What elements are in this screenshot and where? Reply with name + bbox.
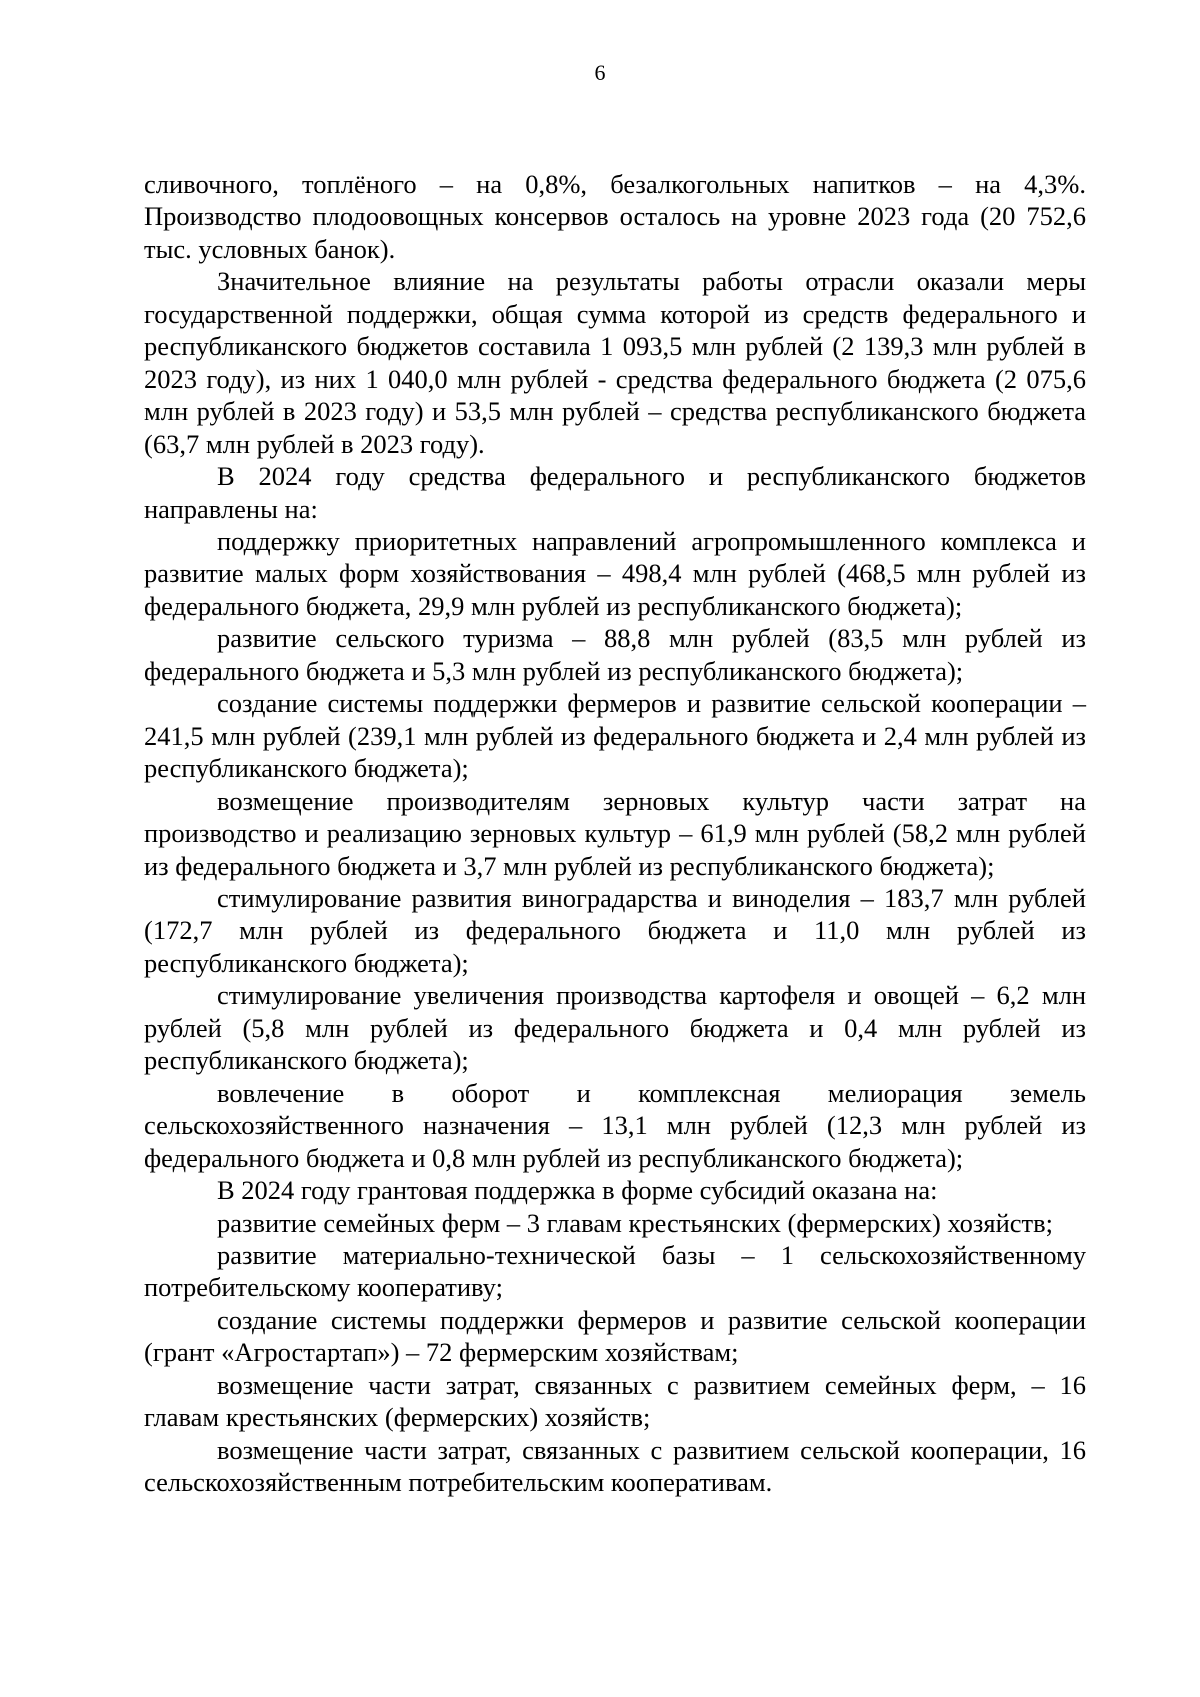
page-number: 6	[594, 60, 606, 85]
list-item-viticulture: стимулирование развития виноградарства и виноделия – 183,7 млн рублей (172,7 млн рублей из федерального бюджета и 11,0 млн рублей из республиканского бюджета);	[144, 882, 1086, 978]
paragraph-grant-support-intro: В 2024 году грантовая поддержка в форме субсидий оказана на:	[217, 1175, 938, 1206]
list-item-potatoes-vegetables: стимулирование увеличения производства картофеля и овощей – 6,2 млн рублей (5,8 млн рублей из федерального бюджета и 0,4 млн рублей из республиканского бюджета);	[144, 980, 1086, 1076]
list-item-farmer-support: создание системы поддержки фермеров и развитие сельской кооперации – 241,5 млн рублей (239,1 млн рублей из федерального бюджета и 2,4 млн рублей из республиканского бюджета);	[144, 688, 1086, 784]
list-item-family-farms: развитие семейных ферм – 3 главам крестьянских (фермерских) хозяйств;	[217, 1207, 1053, 1238]
paragraph-state-support: Значительное влияние на результаты работы отрасли оказали меры государственной поддержки, общая сумма которой из средств федерального и республиканского бюджетов составила 1 093,5 млн рублей (2 139,3 млн рублей в 2023 году), из них 1 040,0 млн рублей - средства федерального бюджета (2 075,6 млн рублей в 2023 году) и 53,5 млн рублей – средства республиканского бюджета (63,7 млн рублей в 2023 году).	[144, 266, 1086, 459]
list-item-agro-priorities: поддержку приоритетных направлений агропромышленного комплекса и развитие малых форм хозяйствования – 498,4 млн рублей (468,5 млн рублей из федерального бюджета, 29,9 млн рублей из республиканского бюджета);	[144, 525, 1086, 621]
list-item-cooperation-costs: возмещение части затрат, связанных с развитием сельской кооперации, 16 сельскохозяйственным потребительским кооперативам.	[144, 1434, 1086, 1498]
list-item-technical-base: развитие материально-технической базы – 1 сельскохозяйственному потребительскому кооперативу;	[144, 1239, 1086, 1303]
list-item-rural-tourism: развитие сельского туризма – 88,8 млн рублей (83,5 млн рублей из федерального бюджета и 5,3 млн рублей из республиканского бюджета);	[144, 623, 1086, 686]
list-item-family-farm-costs: возмещение части затрат, связанных с развитием семейных ферм, – 16 главам крестьянских (фермерских) хозяйств;	[144, 1369, 1086, 1433]
paragraph-budget-directions-intro: В 2024 году средства федерального и республиканского бюджетов направлены на:	[144, 461, 1086, 524]
list-item-agrostartup: создание системы поддержки фермеров и развитие сельской кооперации (грант «Агростартап») – 72 фермерским хозяйствам;	[144, 1304, 1086, 1368]
list-item-grain-producers: возмещение производителям зерновых культур части затрат на производство и реализацию зерновых культур – 61,9 млн рублей (58,2 млн рублей из федерального бюджета и 3,7 млн рублей из республиканского бюджета);	[144, 785, 1086, 881]
paragraph-continuation: сливочного, топлёного – на 0,8%, безалкогольных напитков – на 4,3%. Производство плодоовощных консервов осталось на уровне 2023 года (20 752,6 тыс. условных банок).	[144, 169, 1086, 264]
document-body	[144, 168, 1086, 1499]
list-item-land-reclamation: вовлечение в оборот и комплексная мелиорация земель сельскохозяйственного назначения – 13,1 млн рублей (12,3 млн рублей из федерального бюджета и 0,8 млн рублей из республиканского бюджета);	[144, 1077, 1086, 1173]
